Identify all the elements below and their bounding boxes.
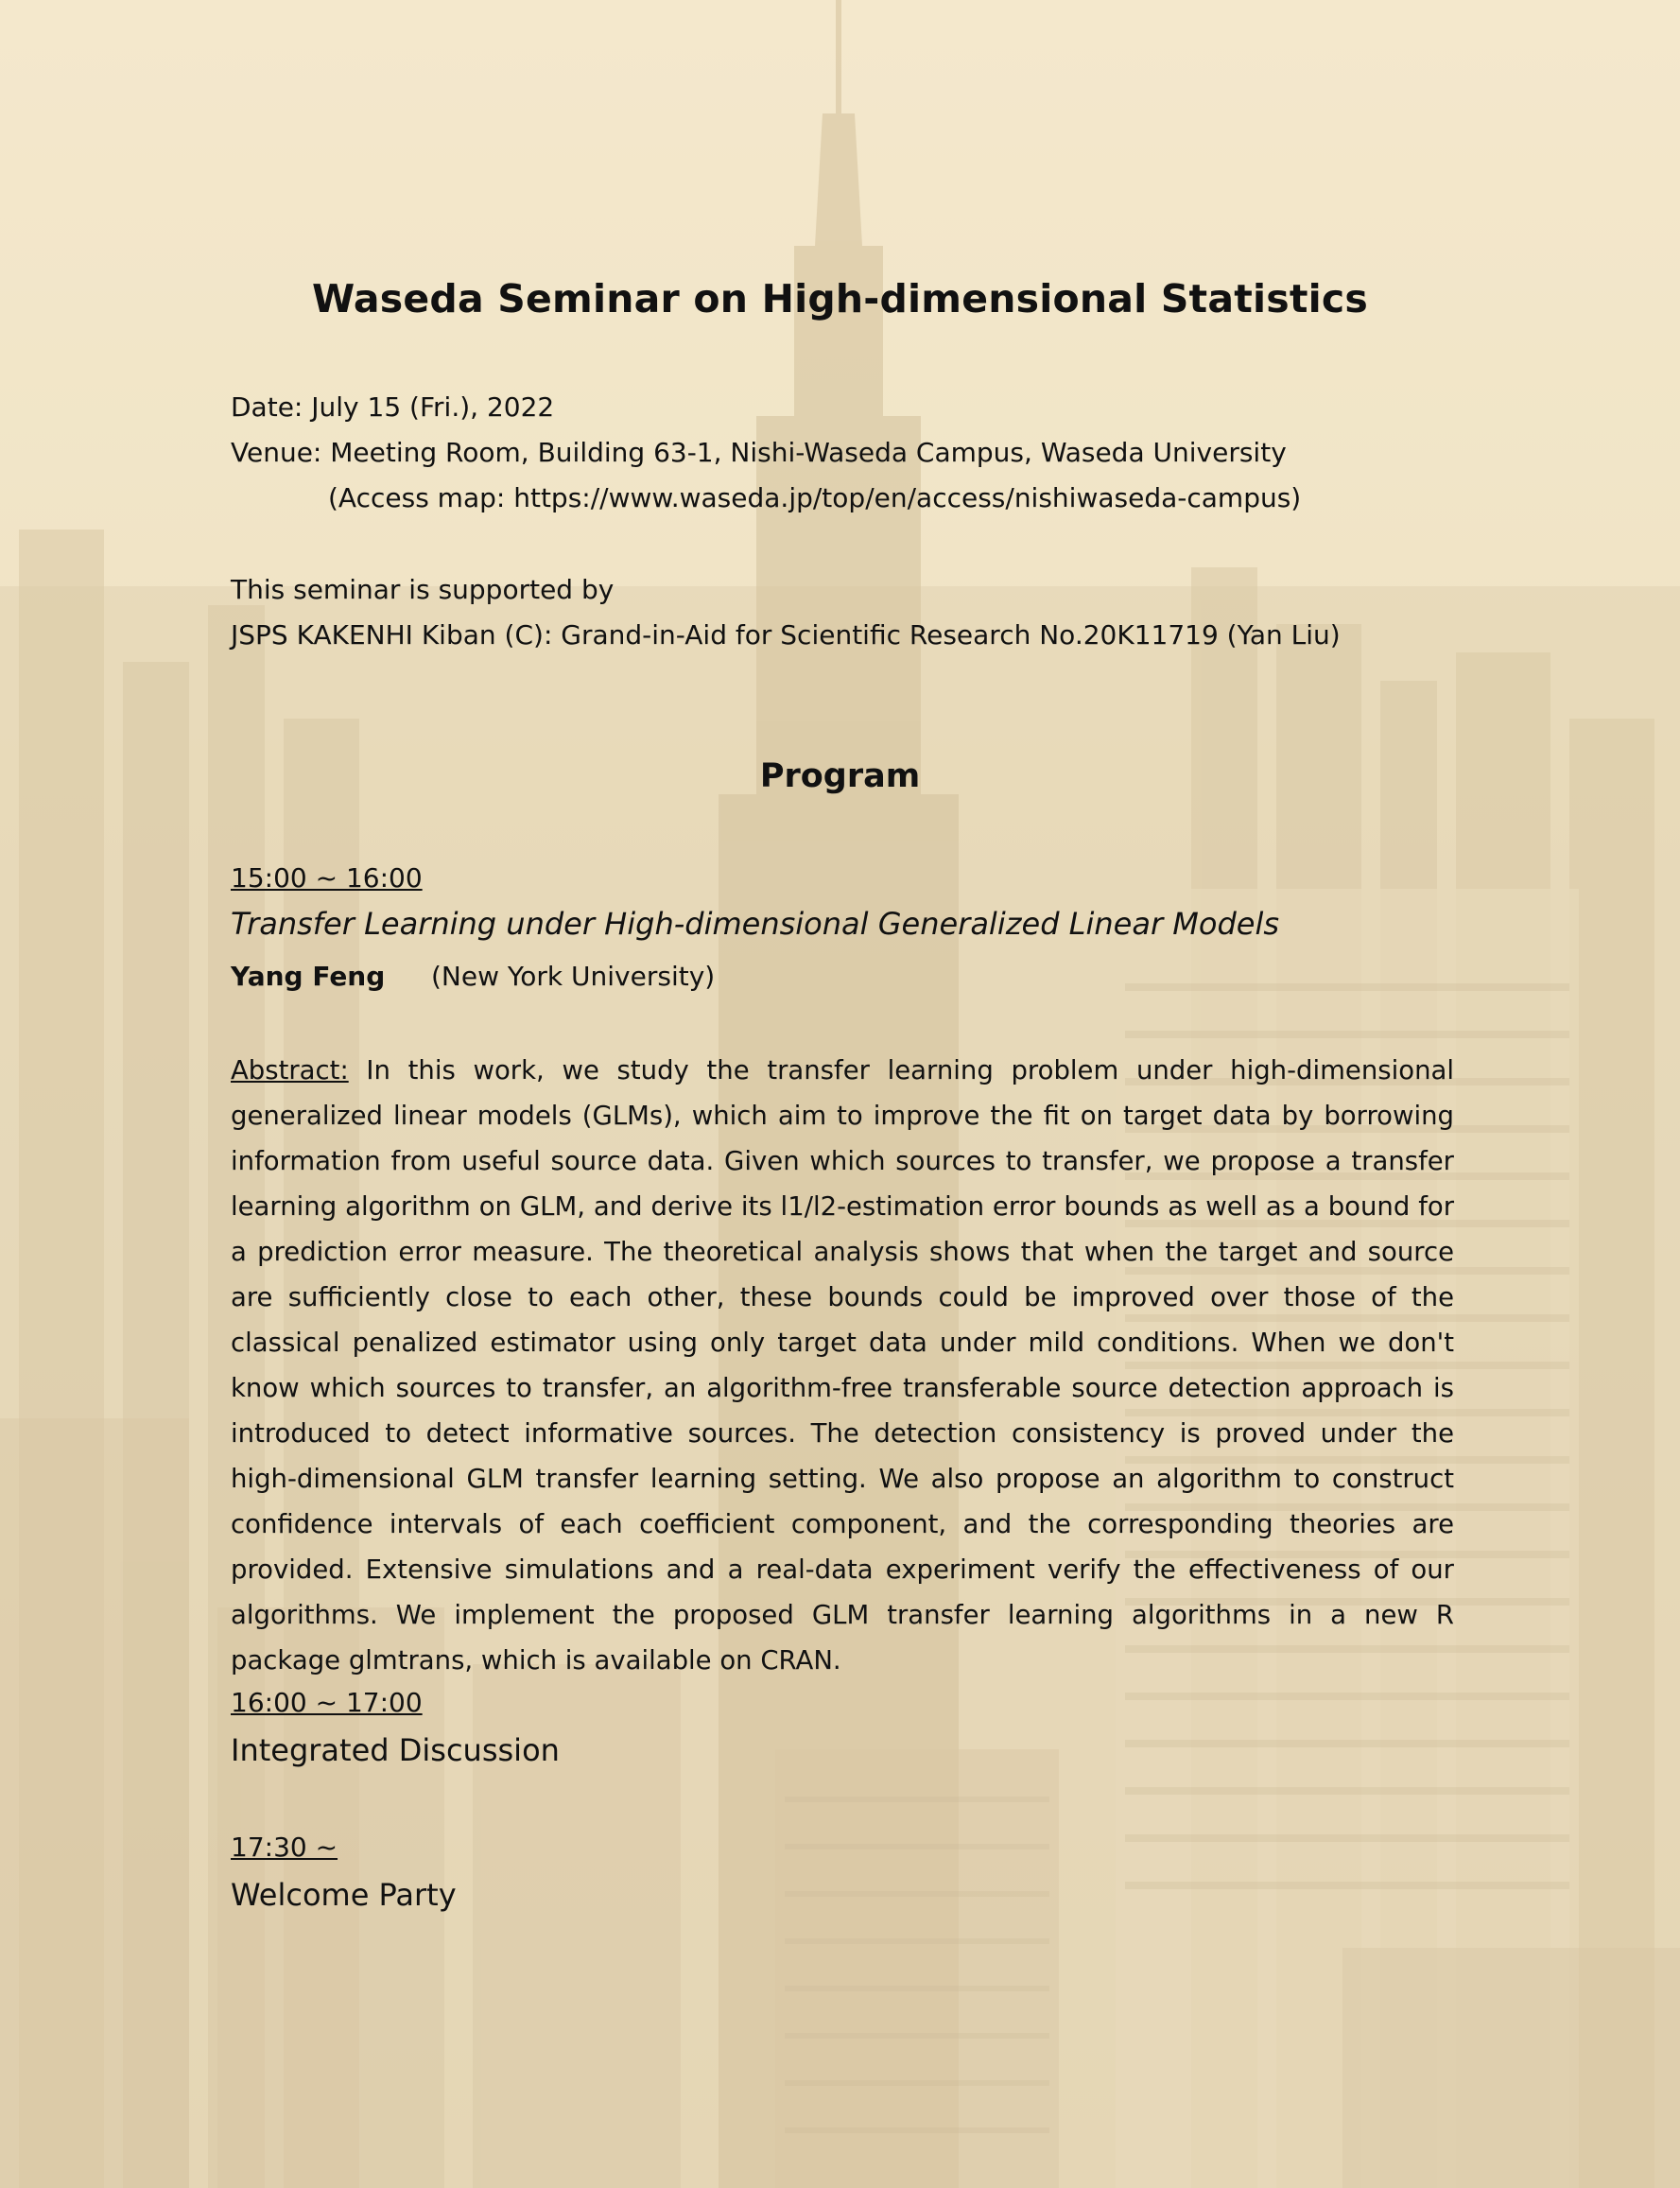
support-grant: JSPS KAKENHI Kiban (C): Grand-in-Aid for Scientific Research No.20K11719 (Yan Liu): [231, 619, 1341, 651]
session3-time: 17:30 ~: [231, 1832, 338, 1863]
session1-speaker-row: [231, 961, 715, 992]
abstract-text: In this work, we study the transfer learning problem under high-dimensional generalized linear models (GLMs), which aim to improve the fit on target data by borrowing information from useful source data. Given which sources to transfer, we propose a transfer learning algorithm on GLM, and derive its l1/l2-estimation error bounds as well as a bound for a prediction error measure. The theoretical analysis shows that when the target and source are sufficiently close to each other, these bounds could be improved over those of the classical penalized estimator using only target data under mild conditions. When we don't know which sources to transfer, an algorithm-free transferable source detection approach is introduced to detect informative sources. The detection consistency is proved under the high-dimensional GLM transfer learning setting. We also propose an algorithm to construct confidence intervals of each coefficient component, and the corresponding theories are provided. Extensive simulations and a real-data experiment verify the effectiveness of our algorithms. We implement the proposed GLM transfer learning algorithms in a new R package glmtrans, which is available on CRAN.: [231, 1055, 1454, 1676]
abstract-label: Abstract:: [231, 1055, 349, 1085]
session2-time: 16:00 ~ 17:00: [231, 1687, 423, 1718]
session2-title: Integrated Discussion: [231, 1732, 560, 1768]
speaker-affiliation: (New York University): [431, 961, 716, 992]
page-title: Waseda Seminar on High-dimensional Statistics: [311, 276, 1369, 321]
session1-title: Transfer Learning under High-dimensional Generalized Linear Models: [231, 906, 1280, 942]
session1-time: 15:00 ~ 16:00: [231, 862, 423, 894]
session3-title: Welcome Party: [231, 1877, 457, 1913]
date-line: Date: July 15 (Fri.), 2022: [231, 391, 555, 423]
support-intro: This seminar is supported by: [231, 574, 615, 605]
access-map-line: (Access map: https://www.waseda.jp/top/en/access/nishiwaseda-campus): [328, 482, 1302, 513]
venue-line: Venue: Meeting Room, Building 63-1, Nishi-Waseda Campus, Waseda University: [231, 437, 1287, 468]
speaker-name: Yang Feng: [231, 961, 386, 992]
program-heading: Program: [759, 757, 921, 795]
abstract: [231, 1048, 1454, 1683]
